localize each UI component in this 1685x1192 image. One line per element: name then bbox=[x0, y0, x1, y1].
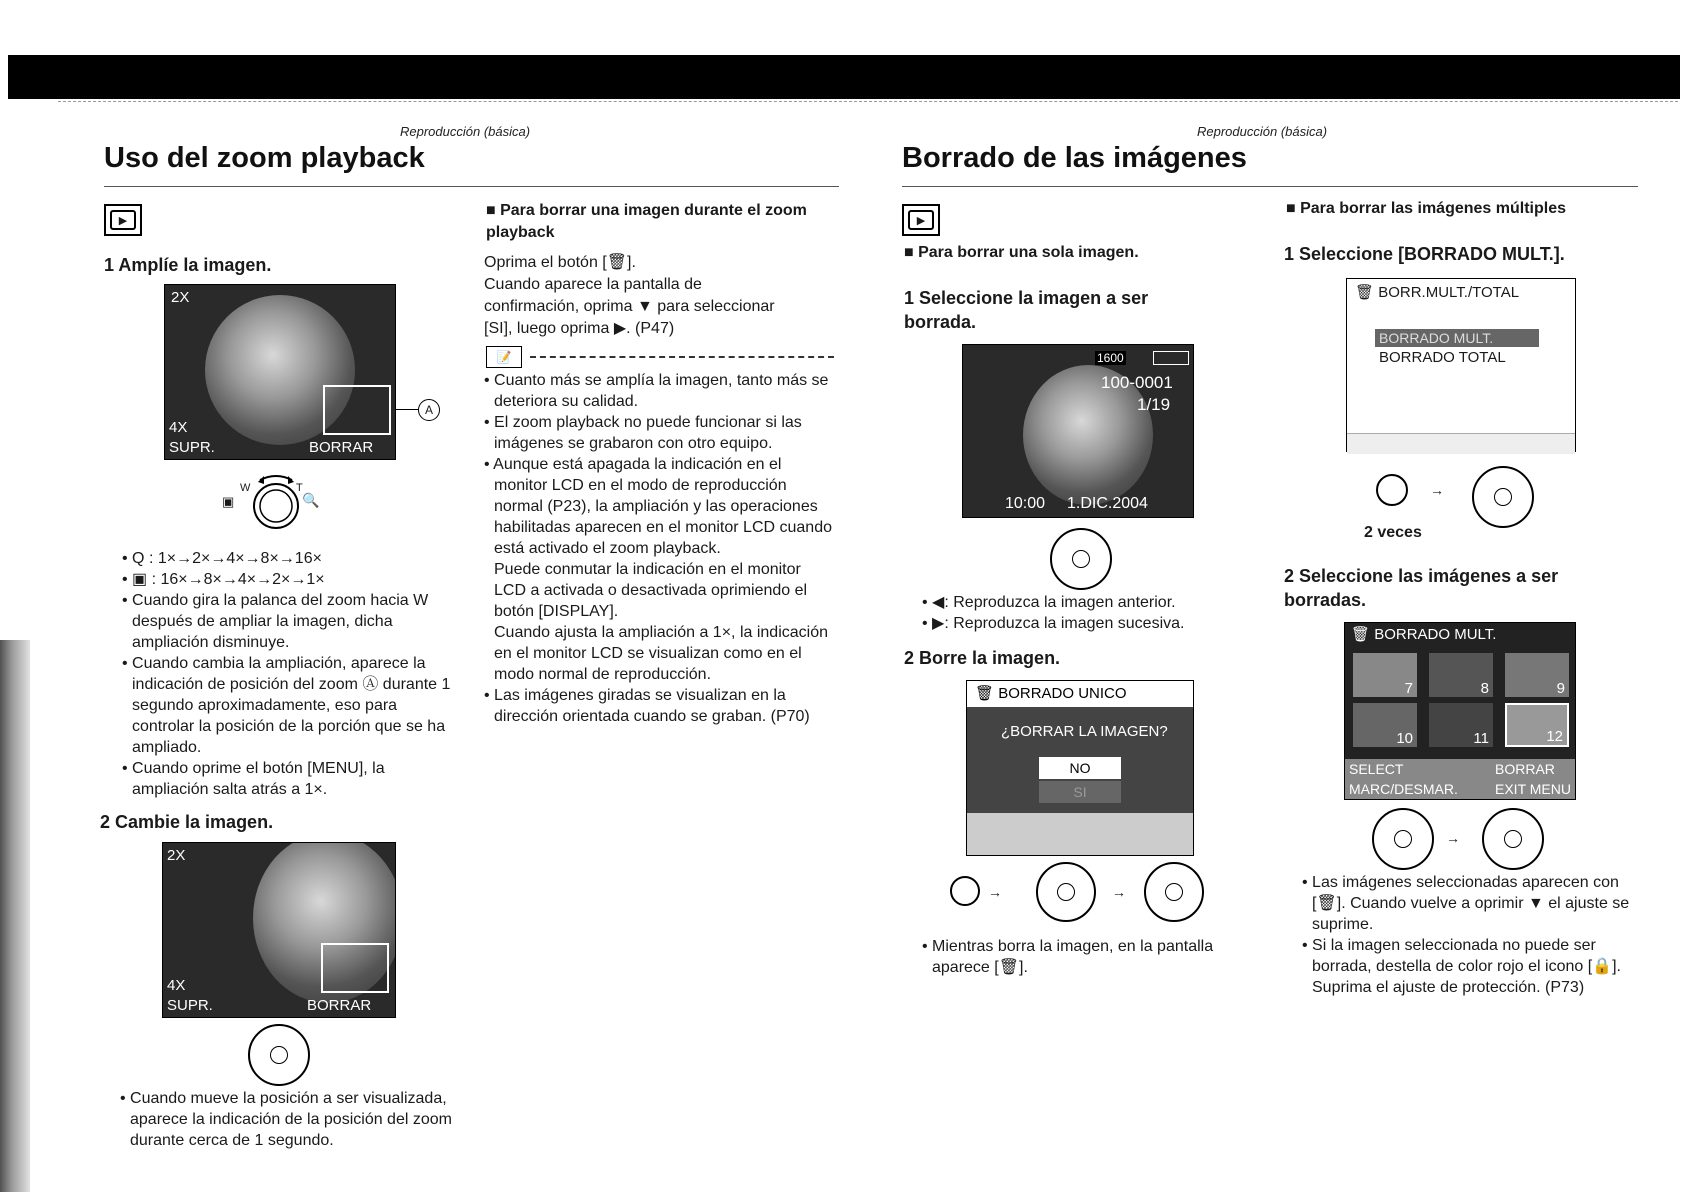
menu-item-borrado-total[interactable]: BORRADO TOTAL bbox=[1379, 349, 1506, 366]
menu-item-borrado-mult[interactable]: BORRADO MULT. bbox=[1375, 329, 1539, 347]
cursor-right-icon bbox=[1472, 466, 1534, 528]
screen-footer bbox=[967, 813, 1193, 856]
note-item: Cuando ajusta la ampliación a 1×, la indicación en el monitor LCD se visualizan como en el modo normal de reproducción. bbox=[494, 624, 828, 683]
screen-title bbox=[1351, 625, 1496, 643]
arrow-icon: → bbox=[1446, 830, 1460, 846]
title-rule bbox=[104, 186, 839, 187]
times-label: 2 veces bbox=[1364, 524, 1422, 541]
section-label: Reproducción (básica) bbox=[1197, 124, 1328, 139]
multi-playback-icon: ▣ bbox=[222, 494, 235, 509]
step-1-heading: 1 Amplíe la imagen. bbox=[104, 255, 272, 275]
zoom-lever-icon bbox=[248, 472, 308, 532]
note-protected: • Si la imagen seleccionada no puede ser borrada, destella de color rojo el icono [🔒]. Suprima el ajuste de protección. (P73) bbox=[1302, 937, 1621, 996]
callout-line bbox=[396, 409, 418, 410]
note-item: Puede conmutar la indicación en el monitor LCD a activada o desactivada oprimiendo el botón [DISPLAY]. bbox=[494, 561, 808, 620]
screen-title: BORRADO UNICO bbox=[998, 685, 1127, 702]
note-next: • ▶: Reproduzca la imagen sucesiva. bbox=[922, 615, 1185, 632]
trash-icon: 🗑 bbox=[1355, 284, 1379, 301]
cursor-button-icon bbox=[1372, 808, 1434, 870]
thumb-9[interactable] bbox=[1505, 653, 1569, 697]
zoom-label: 2X bbox=[167, 847, 186, 864]
supr-label: SUPR. bbox=[167, 997, 213, 1014]
note-position: • Cuando cambia la ampliación, aparece la indicación de posición del zoom Ⓐ durante 1 segundo aproximadamente, eso para controlar la posición de la porción que se ha ampliado. bbox=[122, 655, 451, 756]
battery-icon bbox=[1153, 351, 1189, 365]
zoom-position-box bbox=[321, 943, 389, 993]
note-zoom-out: • ▣ : 16×→8×→4×→2×→1× bbox=[122, 571, 325, 588]
si-option[interactable]: SI bbox=[1039, 781, 1121, 803]
cursor-right-icon bbox=[1144, 862, 1204, 922]
cursor-button-icon bbox=[248, 1024, 310, 1086]
cursor-down-icon bbox=[1036, 862, 1096, 922]
arrow-icon: → bbox=[1112, 884, 1126, 900]
section-label: Reproducción (básica) bbox=[400, 124, 531, 139]
confirm-question: ¿BORRAR LA IMAGEN? bbox=[1001, 723, 1168, 740]
arrow-icon: → bbox=[988, 884, 1002, 900]
menu-footer bbox=[1347, 433, 1575, 454]
no-option[interactable]: NO bbox=[1039, 757, 1121, 779]
delete-button-icon bbox=[1376, 474, 1408, 506]
date-label: 1.DIC.2004 bbox=[1067, 495, 1148, 512]
thumb-number: 12 bbox=[1546, 728, 1563, 745]
note-item: • Las imágenes giradas se visualizan en la dirección orientada cuando se graban. (P70) bbox=[484, 687, 810, 725]
note-move: • Cuando mueve la posición a ser visualizada, aparece la indicación de la posición del zoom durante cerca de 1 segundo. bbox=[120, 1090, 452, 1149]
zoom-label: 2X bbox=[171, 289, 190, 306]
thumb-11[interactable] bbox=[1429, 703, 1493, 747]
multi-select-screen bbox=[1344, 622, 1576, 800]
note-item: • El zoom playback no puede funcionar si las imágenes se grabaron con otro equipo. bbox=[484, 414, 802, 452]
cursor-down-icon bbox=[1482, 808, 1544, 870]
thumb-12[interactable] bbox=[1505, 703, 1569, 747]
arrow-icon: → bbox=[1430, 482, 1444, 498]
thumb-number: 11 bbox=[1473, 730, 1489, 747]
body-line: Cuando aparece la pantalla de bbox=[484, 276, 702, 293]
body-line: Oprima el botón [🗑]. bbox=[484, 254, 636, 271]
step-2-heading: 2 Borre la imagen. bbox=[904, 648, 1061, 668]
step-1-notes bbox=[122, 548, 462, 800]
note-item: • Cuanto más se amplía la imagen, tanto más se deteriora su calidad. bbox=[484, 372, 829, 410]
screen-title-bar bbox=[967, 681, 1193, 707]
step-1-notes bbox=[922, 592, 1262, 634]
body-line: [SI], luego oprima ▶. (P47) bbox=[484, 320, 675, 337]
multi-delete-heading: ■ Para borrar las imágenes múltiples bbox=[1286, 200, 1566, 217]
menu-title-text: BORR.MULT./TOTAL bbox=[1378, 284, 1520, 301]
supr-label: SUPR. bbox=[169, 439, 215, 456]
magnification-label: 4X bbox=[167, 977, 186, 994]
title-rule bbox=[902, 186, 1638, 187]
resolution-label: 1600 bbox=[1097, 351, 1124, 365]
thumb-8[interactable] bbox=[1429, 653, 1493, 697]
menu-title bbox=[1355, 283, 1519, 301]
thumb-number: 7 bbox=[1404, 680, 1413, 697]
zoom-position-box bbox=[323, 385, 391, 435]
cursor-button-icon bbox=[1050, 528, 1112, 590]
thumb-number: 8 bbox=[1480, 680, 1489, 697]
page-title: Uso del zoom playback bbox=[104, 142, 425, 174]
multi-delete-notes bbox=[1302, 872, 1642, 998]
step-2-heading: 2 Seleccione las imágenes a ser borradas. bbox=[1284, 566, 1559, 610]
step-2-notes bbox=[922, 936, 1262, 978]
file-number: 100-0001 bbox=[1101, 373, 1173, 392]
zoom-notes bbox=[484, 370, 834, 727]
body-line: confirmación, oprima ▼ para seleccionar bbox=[484, 298, 775, 315]
zoom-w-label: W bbox=[240, 482, 251, 494]
trash-icon: 🗑 bbox=[975, 685, 999, 702]
top-rule bbox=[58, 101, 1678, 103]
playback-mode-icon: ▶ bbox=[902, 204, 940, 236]
step-1-heading: 1 Seleccione [BORRADO MULT.]. bbox=[1284, 244, 1565, 264]
note-lever-w: • Cuando gira la palanca del zoom hacia W después de ampliar la imagen, dicha ampliación disminuye. bbox=[122, 592, 429, 651]
zoom-t-label: T bbox=[296, 482, 303, 494]
callout-a: A bbox=[418, 399, 440, 421]
time-label: 10:00 bbox=[1005, 495, 1046, 512]
step-1-heading: 1 Seleccione la imagen a ser borrada. bbox=[904, 288, 1149, 332]
binding-shadow bbox=[0, 640, 30, 1192]
marc-label: MARC/DESMAR. bbox=[1349, 781, 1458, 797]
thumb-7[interactable] bbox=[1353, 653, 1417, 697]
note-icon: 📝 bbox=[486, 346, 522, 368]
borrar-label: BORRAR bbox=[309, 439, 374, 456]
screen-title-text: BORRADO MULT. bbox=[1374, 626, 1497, 643]
delete-button-icon bbox=[950, 876, 980, 906]
trash-icon: 🗑 bbox=[1351, 626, 1375, 643]
note-divider bbox=[530, 356, 834, 358]
step-2-notes bbox=[120, 1088, 460, 1151]
step-2-heading: 2 Cambie la imagen. bbox=[100, 812, 274, 832]
zoom-lever-diagram bbox=[248, 472, 308, 532]
note-item: • Aunque está apagada la indicación en el monitor LCD en el modo de reproducción normal (P23), la ampliación y las operaciones habilitadas aparecen en el monitor LCD cuando está activado el zoom playback. bbox=[484, 456, 832, 557]
zoom-screen-2 bbox=[162, 842, 396, 1018]
borrar-label: BORRAR bbox=[1495, 761, 1555, 777]
thumb-number: 10 bbox=[1396, 730, 1413, 747]
review-screen bbox=[962, 344, 1194, 518]
page-title: Borrado de las imágenes bbox=[902, 142, 1247, 174]
note-zoom-in: • Q : 1×→2×→4×→8×→16× bbox=[122, 550, 322, 567]
image-count: 1/19 bbox=[1137, 395, 1171, 414]
delete-zoom-heading: ■ Para borrar una imagen durante el zoom playback bbox=[486, 202, 807, 241]
top-black-band bbox=[8, 55, 1680, 99]
zoom-screen-1 bbox=[164, 284, 396, 460]
exit-label: EXIT MENU bbox=[1495, 781, 1571, 797]
borrar-label: BORRAR bbox=[307, 997, 372, 1014]
note-delete: • Mientras borra la imagen, en la pantalla aparece [🗑]. bbox=[922, 938, 1214, 976]
thumb-10[interactable] bbox=[1353, 703, 1417, 747]
playback-mode-icon: ▶ bbox=[104, 204, 142, 236]
select-label: SELECT bbox=[1349, 761, 1404, 777]
note-menu: • Cuando oprime el botón [MENU], la ampliación salta atrás a 1×. bbox=[122, 760, 385, 798]
single-delete-heading: ■ Para borrar una sola imagen. bbox=[904, 244, 1139, 261]
delete-zoom-body bbox=[484, 252, 834, 340]
thumb-number: 9 bbox=[1556, 680, 1565, 697]
note-prev: • ◀: Reproduzca la imagen anterior. bbox=[922, 594, 1176, 611]
note-selected: • Las imágenes seleccionadas aparecen con [🗑]. Cuando vuelve a oprimir ▼ el ajuste se suprime. bbox=[1302, 874, 1630, 933]
delete-menu-screen bbox=[1346, 278, 1576, 452]
delete-confirm-screen bbox=[966, 680, 1194, 856]
magnify-icon: 🔍 bbox=[302, 492, 320, 508]
magnification-label: 4X bbox=[169, 419, 188, 436]
